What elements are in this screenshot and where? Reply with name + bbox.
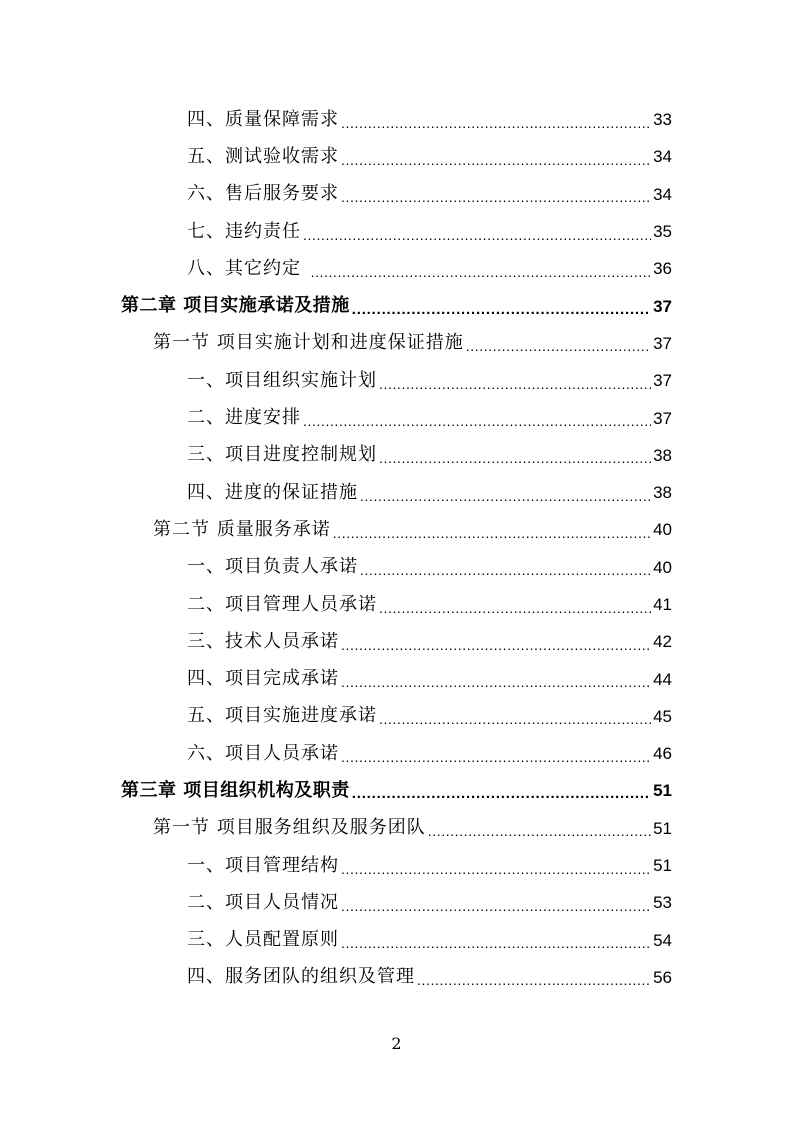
toc-entry[interactable] <box>0 138 793 175</box>
toc-dot-leader <box>428 824 651 838</box>
toc-dot-leader <box>466 339 651 353</box>
toc-entry-title: 一、项目组织实施计划 <box>187 369 377 391</box>
toc-dot-leader <box>352 302 651 317</box>
toc-entry[interactable] <box>0 101 793 138</box>
toc-dot-leader <box>341 116 651 130</box>
toc-entry-title: 五、测试验收需求 <box>187 145 339 167</box>
toc-dot-leader <box>379 712 651 726</box>
toc-entry-title: 三、人员配置原则 <box>187 929 339 951</box>
toc-section-entry[interactable] <box>0 810 793 847</box>
toc-entry-page: 44 <box>653 669 672 689</box>
toc-entry-title: 四、项目完成承诺 <box>187 668 339 690</box>
toc-entry-title: 五、项目实施进度承诺 <box>187 705 377 727</box>
toc-entry-title: 三、技术人员承诺 <box>187 630 339 652</box>
toc-entry[interactable] <box>0 922 793 959</box>
toc-entry[interactable] <box>0 735 793 772</box>
toc-entry-page: 34 <box>653 147 672 167</box>
toc-entry-page: 34 <box>653 184 672 204</box>
toc-entry[interactable] <box>0 698 793 735</box>
toc-dot-leader <box>341 750 651 764</box>
toc-entry[interactable] <box>0 176 793 213</box>
toc-entry[interactable] <box>0 959 793 996</box>
toc-entry-page: 41 <box>653 595 672 614</box>
toc-entry-title: 一、项目负责人承诺 <box>187 556 358 578</box>
toc-entry-page: 51 <box>653 856 672 876</box>
toc-dot-leader <box>341 638 651 652</box>
toc-entry[interactable] <box>0 474 793 511</box>
toc-entry[interactable] <box>0 847 793 884</box>
toc-dot-leader <box>379 377 651 391</box>
toc-entry[interactable] <box>0 884 793 921</box>
toc-entry[interactable] <box>0 213 793 250</box>
toc-dot-leader <box>417 973 651 987</box>
toc-entry-page: 51 <box>653 781 672 801</box>
toc-entry-page: 40 <box>653 520 672 540</box>
toc-entry-page: 51 <box>653 818 672 838</box>
toc-dot-leader <box>341 190 651 204</box>
toc-entry-title: 第三章 项目组织机构及职责 <box>121 779 350 801</box>
toc-dot-leader <box>303 414 651 428</box>
toc-entry-title: 二、项目管理人员承诺 <box>187 593 377 615</box>
toc-entry-title: 第二节 质量服务承诺 <box>153 518 331 540</box>
toc-entry-title: 四、进度的保证措施 <box>187 481 358 503</box>
toc-entry-title: 六、售后服务要求 <box>187 183 339 205</box>
toc-entry[interactable] <box>0 437 793 474</box>
toc-dot-leader <box>360 489 651 503</box>
toc-entry-page: 37 <box>653 408 672 428</box>
toc-entry-title: 二、进度安排 <box>187 407 301 429</box>
toc-entry[interactable] <box>0 660 793 697</box>
toc-entry-page: 54 <box>653 930 672 950</box>
toc-dot-leader <box>379 601 651 615</box>
toc-entry-page: 37 <box>653 333 672 353</box>
toc-dot-leader <box>341 675 651 689</box>
toc-entry-page: 36 <box>653 259 672 279</box>
toc-entry-title: 四、质量保障需求 <box>187 108 339 130</box>
toc-entry-page: 38 <box>653 445 672 465</box>
table-of-contents <box>0 101 793 996</box>
toc-entry[interactable] <box>0 362 793 399</box>
toc-dot-leader <box>341 153 651 167</box>
toc-entry-page: 45 <box>653 706 672 726</box>
toc-dot-leader <box>333 526 651 540</box>
toc-dot-leader <box>352 786 651 801</box>
toc-entry-page: 46 <box>653 744 672 764</box>
toc-entry-title: 第二章 项目实施承诺及措施 <box>121 295 350 317</box>
toc-entry-page: 40 <box>653 557 672 577</box>
toc-dot-leader <box>341 936 651 950</box>
toc-entry-page: 37 <box>653 296 672 316</box>
toc-entry[interactable] <box>0 399 793 436</box>
toc-entry-title: 一、项目管理结构 <box>187 854 339 876</box>
toc-dot-leader <box>360 563 651 577</box>
toc-dot-leader <box>311 265 652 279</box>
toc-dot-leader <box>341 862 651 876</box>
toc-chapter-entry[interactable] <box>0 287 793 324</box>
toc-entry-title: 八、其它约定 <box>187 257 301 279</box>
toc-entry-page: 38 <box>653 483 672 503</box>
toc-entry-title: 第一节 项目实施计划和进度保证措施 <box>153 332 464 354</box>
toc-entry-page: 56 <box>653 967 672 987</box>
toc-section-entry[interactable] <box>0 511 793 548</box>
toc-entry[interactable] <box>0 623 793 660</box>
toc-dot-leader <box>303 228 651 242</box>
toc-dot-leader <box>379 451 651 465</box>
toc-entry-title: 三、项目进度控制规划 <box>187 444 377 466</box>
toc-dot-leader <box>341 899 651 913</box>
toc-entry-title: 四、服务团队的组织及管理 <box>187 966 415 988</box>
toc-entry-page: 42 <box>653 632 672 652</box>
toc-entry[interactable] <box>0 250 793 287</box>
toc-entry-title: 六、项目人员承诺 <box>187 742 339 764</box>
toc-entry-page: 35 <box>653 222 672 242</box>
toc-entry-title: 七、违约责任 <box>187 220 301 242</box>
toc-chapter-entry[interactable] <box>0 772 793 809</box>
toc-entry[interactable] <box>0 549 793 586</box>
toc-entry-title: 第一节 项目服务组织及服务团队 <box>153 817 426 839</box>
page-number: 2 <box>391 1034 402 1053</box>
toc-entry-page: 37 <box>653 371 672 391</box>
toc-entry[interactable] <box>0 586 793 623</box>
toc-entry-page: 53 <box>653 893 672 913</box>
toc-section-entry[interactable] <box>0 325 793 362</box>
toc-entry-title: 二、项目人员情况 <box>187 891 339 913</box>
toc-entry-page: 33 <box>653 110 672 130</box>
